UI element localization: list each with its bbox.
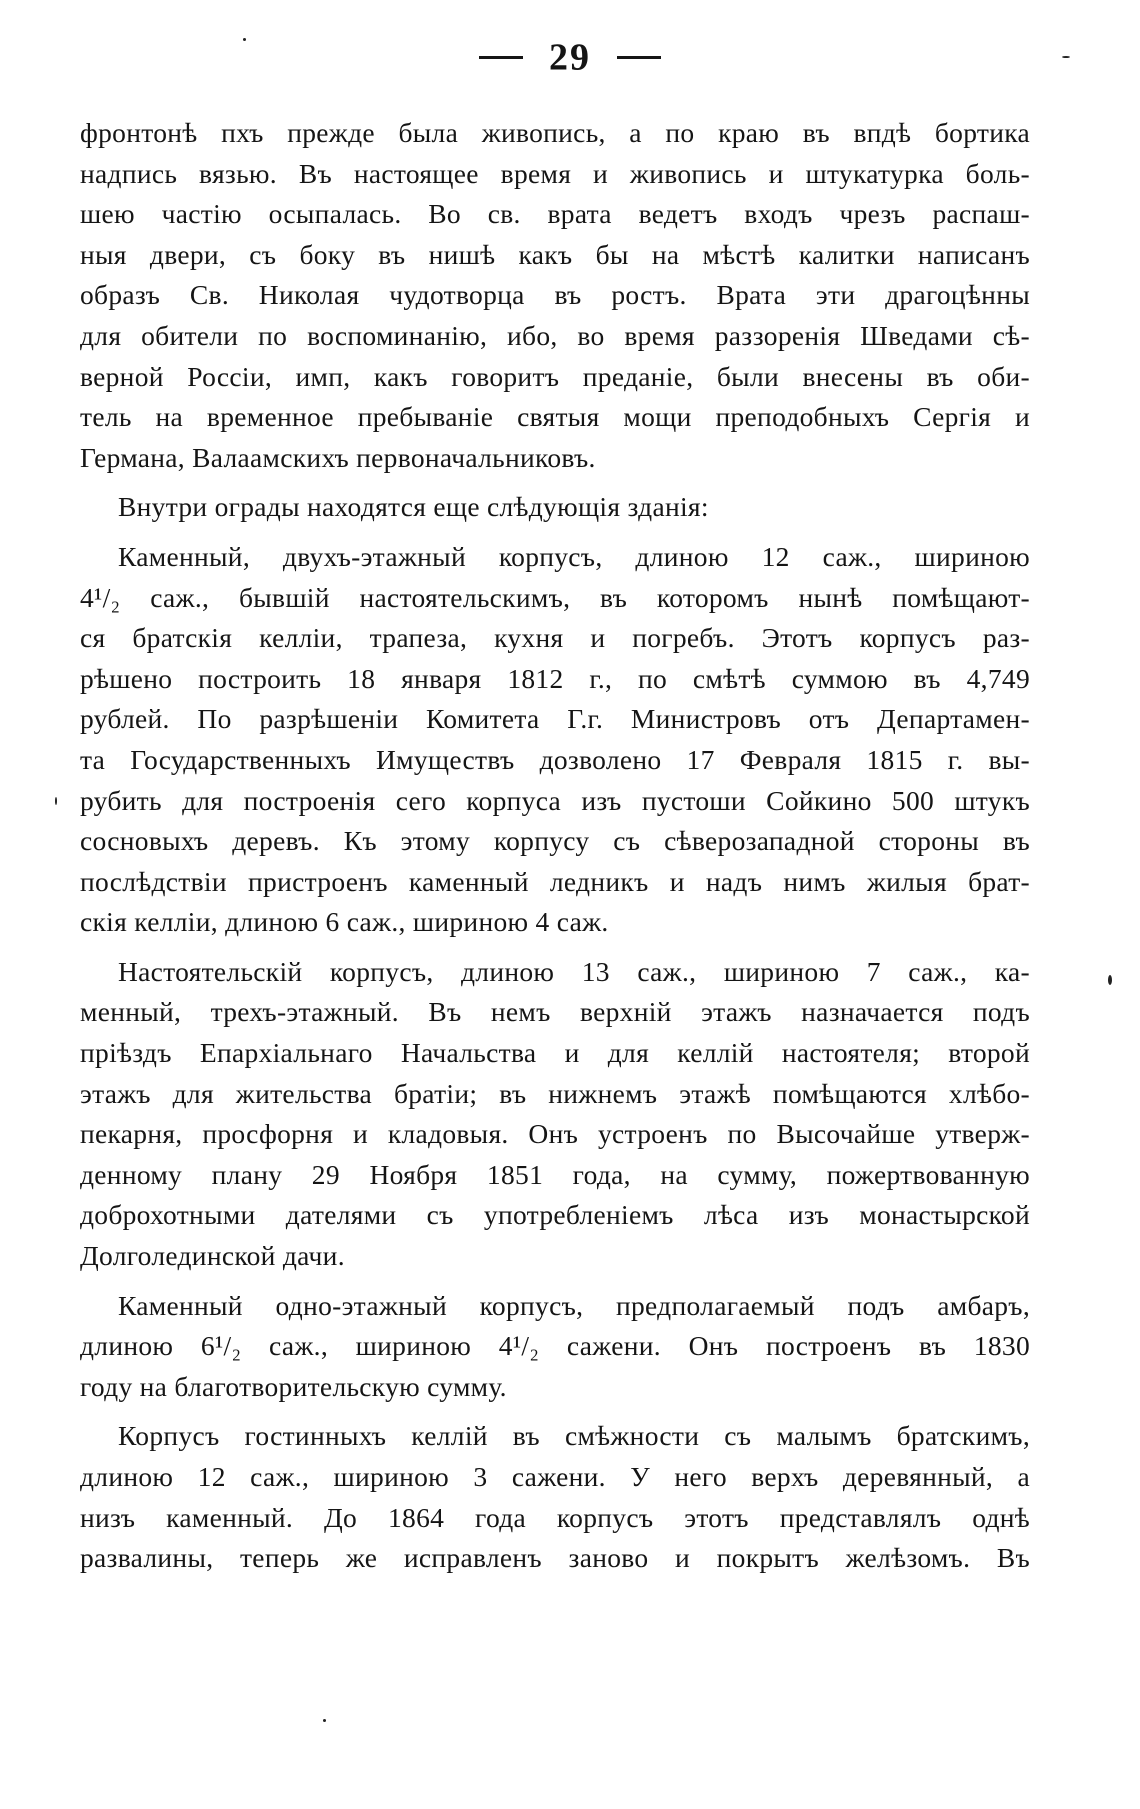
text-line: Германа, Валаамскихъ первоначальниковъ. (80, 441, 596, 473)
text-line: скія келліи, длиною 6 саж., шириною 4 саж. (80, 906, 609, 938)
text-line: этажъ для жительства братіи; въ нижнемъ этажѣ помѣщаются хлѣбо- (80, 1077, 1030, 1109)
text-line: пріѣздъ Епархіальнаго Начальства и для келлій настоятеля; второй (80, 1037, 1030, 1069)
paragraph (80, 1286, 1030, 1408)
text-line: Корпусъ гостинныхъ келлій въ смѣжности съ малымъ братскимъ, (118, 1420, 1030, 1452)
paragraph (80, 487, 1030, 528)
text-line: послѣдствіи пристроенъ каменный ледникъ и надъ нимъ жилыя брат- (80, 865, 1030, 897)
header-dash-left (479, 56, 523, 59)
text-line: Настоятельскій корпусъ, длиною 13 саж., шириною 7 саж., ка- (118, 955, 1030, 987)
paragraph (80, 537, 1030, 943)
text-line: Долголединской дачи. (80, 1240, 345, 1272)
text-line: низъ каменный. До 1864 года корпусъ этотъ представлялъ однѣ (80, 1501, 1030, 1533)
text-line: рѣшено построить 18 января 1812 г., по смѣтѣ суммою въ 4,749 (80, 662, 1030, 694)
text-line: развалины, теперь же исправленъ заново и покрытъ желѣзомъ. Въ (80, 1542, 1030, 1574)
text-line: та Государственныхъ Имуществъ дозволено 17 Февраля 1815 г. вы- (80, 743, 1030, 775)
text-line: длиною 12 саж., шириною 3 сажени. У него верхъ деревянный, а (80, 1461, 1030, 1492)
text-line: тель на временное пребываніе святыя мощи преподобныхъ Сергія и (80, 401, 1030, 433)
page-header (0, 32, 1140, 79)
scan-speck (323, 1719, 326, 1722)
text-line: денному плану 29 Ноября 1851 года, на сумму, пожертвованную (80, 1158, 1030, 1190)
text-line: 4¹/₂ саж., бывшій настоятельскимъ, въ которомъ нынѣ помѣщают- (80, 581, 1030, 613)
text-line: для обители по воспоминанію, ибо, во время раззоренія Шведами сѣ- (80, 319, 1030, 351)
paragraph (80, 1416, 1030, 1578)
text-line: пекарня, просфорня и кладовыя. Онъ устроенъ по Высочайше утверж- (80, 1118, 1030, 1150)
text-line: образъ Св. Николая чудотворца въ ростъ. Врата эти драгоцѣнны (80, 279, 1030, 311)
text-line: ныя двери, съ боку въ нишѣ какъ бы на мѣстѣ калитки написанъ (80, 238, 1030, 270)
text-line: менный, трехъ-этажный. Въ немъ верхній этажъ назначается подъ (80, 996, 1030, 1028)
text-line: ся братскія келліи, трапеза, кухня и погребъ. Этотъ корпусъ раз- (80, 622, 1030, 654)
text-line: Каменный, двухъ-этажный корпусъ, длиною 12 саж., шириною (118, 540, 1030, 572)
text-line: году на благотворительскую сумму. (80, 1370, 507, 1402)
text-line: доброхотными дателями съ употребленіемъ лѣса изъ монастырской (80, 1199, 1030, 1231)
page-number: 29 (549, 36, 591, 79)
scan-speck (55, 797, 57, 805)
text-line: Каменный одно-этажный корпусъ, предполагаемый подъ амбаръ, (118, 1289, 1030, 1321)
paragraph (80, 113, 1030, 478)
paragraph (80, 952, 1030, 1277)
text-line: сосновыхъ деревъ. Къ этому корпусу съ сѣверозападной стороны въ (80, 825, 1030, 857)
text-line: шею частію осыпалась. Во св. врата ведетъ входъ чрезъ распаш- (80, 198, 1030, 230)
text-line: рублей. По разрѣшеніи Комитета Г.г. Министровъ отъ Департамен- (80, 703, 1030, 735)
text-line: длиною 6¹/₂ саж., шириною 4¹/₂ сажени. Онъ построенъ въ 1830 (80, 1330, 1030, 1362)
scan-speck (1062, 56, 1070, 58)
scan-speck (243, 38, 246, 41)
text-line: Внутри ограды находятся еще слѣдующія зданія: (118, 491, 709, 523)
header-dash-right (617, 56, 661, 59)
text-line: рубить для построенія сего корпуса изъ пустоши Сойкино 500 штукъ (80, 784, 1030, 816)
scan-speck (1108, 975, 1112, 985)
text-line: фронтонѣ пхъ прежде была живопись, а по краю въ впдѣ бортика (80, 117, 1030, 148)
page-body (80, 113, 1030, 1579)
text-line: верной Россіи, имп, какъ говоритъ преданіе, были внесены въ оби- (80, 360, 1030, 392)
text-line: надпись вязью. Въ настоящее время и живопись и штукатурка боль- (80, 157, 1030, 189)
